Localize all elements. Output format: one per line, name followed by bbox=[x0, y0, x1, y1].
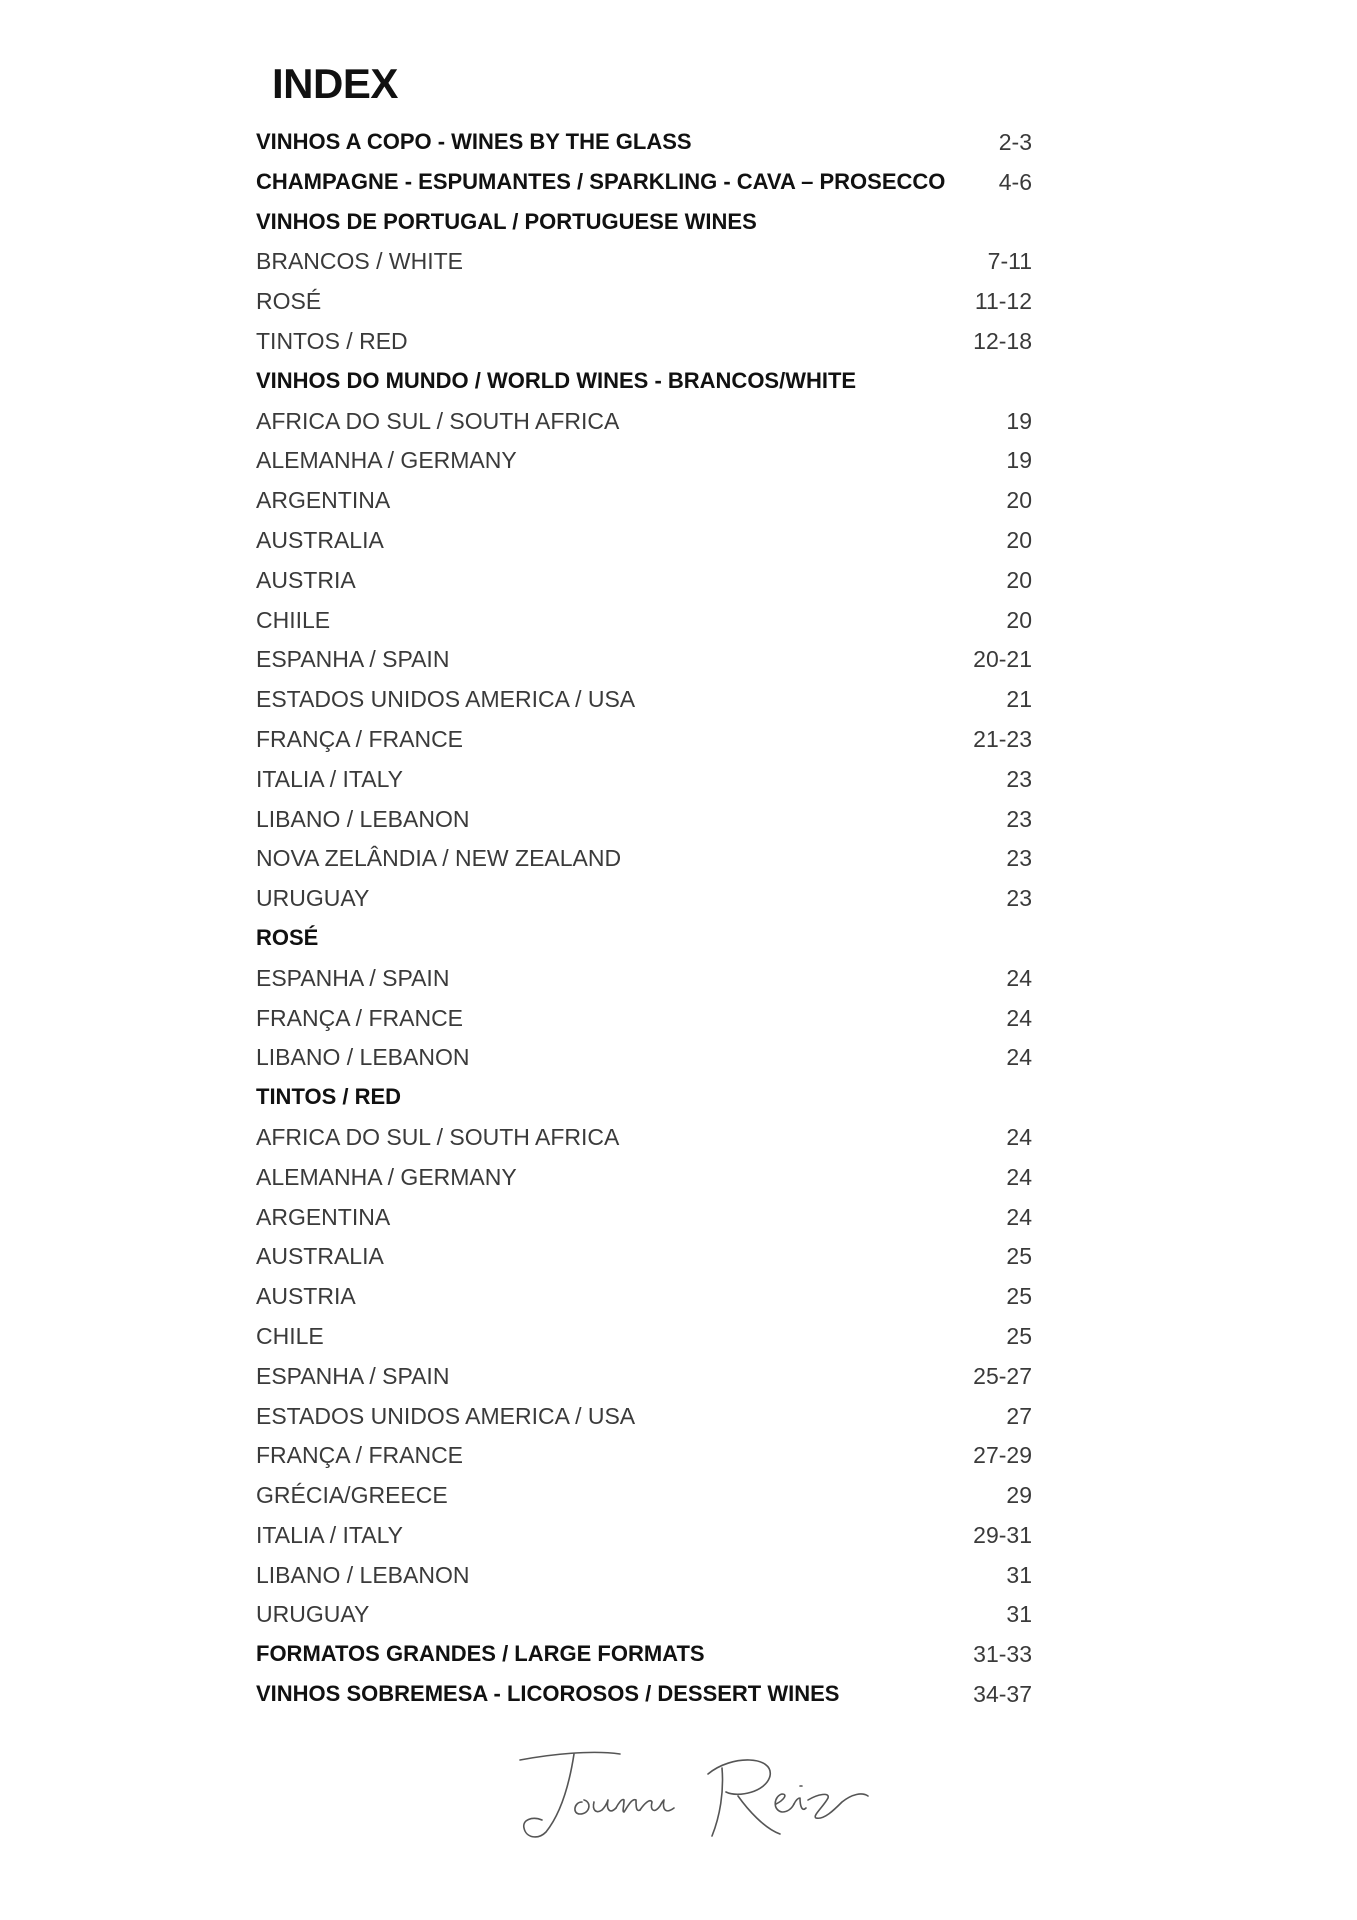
index-entry-label: BRANCOS / WHITE bbox=[256, 248, 464, 275]
index-entry-pages: 20 bbox=[1006, 526, 1032, 553]
index-entry-pages: 31-33 bbox=[973, 1641, 1032, 1668]
index-entry-label: NOVA ZELÂNDIA / NEW ZEALAND bbox=[256, 845, 622, 872]
index-entry-label: CHILE bbox=[256, 1322, 324, 1349]
index-entry bbox=[256, 799, 1032, 839]
index-section-heading bbox=[256, 122, 1032, 162]
index-entry-pages: 12-18 bbox=[973, 327, 1032, 354]
index-entry-label: ARGENTINA bbox=[256, 487, 391, 514]
index-entry-pages: 4-6 bbox=[998, 168, 1032, 195]
index-section-heading bbox=[256, 202, 1032, 242]
index-entry-label: ALEMANHA / GERMANY bbox=[256, 1163, 517, 1190]
index-entry bbox=[256, 1117, 1032, 1157]
index-entry-label: AUSTRALIA bbox=[256, 526, 384, 553]
index-entry bbox=[256, 281, 1032, 321]
index-entry bbox=[256, 241, 1032, 281]
index-entry-pages: 20-21 bbox=[973, 646, 1032, 673]
index-section-heading bbox=[256, 918, 1032, 958]
index-entry bbox=[256, 639, 1032, 679]
index-section-heading bbox=[256, 162, 1032, 202]
index-entry bbox=[256, 1396, 1032, 1436]
index-section-heading bbox=[256, 361, 1032, 401]
index-entry-label: ESPANHA / SPAIN bbox=[256, 1362, 450, 1389]
index-entry-label: LIBANO / LEBANON bbox=[256, 805, 470, 832]
index-entry-pages: 24 bbox=[1006, 1163, 1032, 1190]
index-entry-label: CHIILE bbox=[256, 606, 331, 633]
index-entry-pages: 20 bbox=[1006, 566, 1032, 593]
index-entry-label: ESTADOS UNIDOS AMERICA / USA bbox=[256, 1402, 636, 1429]
index-entry-pages: 25-27 bbox=[973, 1362, 1032, 1389]
index-entry-label: ESPANHA / SPAIN bbox=[256, 964, 450, 991]
index-entry-pages: 20 bbox=[1006, 487, 1032, 514]
index-entry-label: AFRICA DO SUL / SOUTH AFRICA bbox=[256, 1123, 620, 1150]
index-entry bbox=[256, 679, 1032, 719]
index-entry-pages: 29 bbox=[1006, 1482, 1032, 1509]
index-entry bbox=[256, 1435, 1032, 1475]
index-entry bbox=[256, 998, 1032, 1038]
index-entry-label: TINTOS / RED bbox=[256, 327, 408, 354]
index-entry-label: ROSÉ bbox=[256, 924, 319, 950]
index-entry-label: AUSTRIA bbox=[256, 566, 356, 593]
index-entry-pages: 25 bbox=[1006, 1322, 1032, 1349]
index-entry-label: LIBANO / LEBANON bbox=[256, 1044, 470, 1071]
index-entry bbox=[256, 1515, 1032, 1555]
index-entry bbox=[256, 480, 1032, 520]
index-entry bbox=[256, 560, 1032, 600]
index-entry-label: URUGUAY bbox=[256, 885, 370, 912]
index-entry-label: CHAMPAGNE - ESPUMANTES / SPARKLING - CAVA – PROSECCO bbox=[256, 168, 946, 194]
index-entry-pages: 34-37 bbox=[973, 1681, 1032, 1708]
index-entry-pages: 11-12 bbox=[974, 288, 1032, 315]
index-entry-pages: 25 bbox=[1006, 1283, 1032, 1310]
index-entry bbox=[256, 1316, 1032, 1356]
index-entry bbox=[256, 719, 1032, 759]
index-entry-label: URUGUAY bbox=[256, 1601, 370, 1628]
index-entry-label: VINHOS SOBREMESA - LICOROSOS / DESSERT WINES bbox=[256, 1681, 840, 1707]
index-entry-label: AUSTRIA bbox=[256, 1283, 356, 1310]
index-section-heading bbox=[256, 1077, 1032, 1117]
index-entry-label: AFRICA DO SUL / SOUTH AFRICA bbox=[256, 407, 620, 434]
index-entry-pages: 21-23 bbox=[973, 725, 1032, 752]
index-entry-label: ARGENTINA bbox=[256, 1203, 391, 1230]
index-entry-pages: 24 bbox=[1006, 1203, 1032, 1230]
index-entry-pages: 2-3 bbox=[998, 129, 1032, 155]
index-entry-pages: 24 bbox=[1006, 1044, 1032, 1071]
index-entry bbox=[256, 600, 1032, 640]
index-entry-label: ESPANHA / SPAIN bbox=[256, 646, 450, 673]
index-entry bbox=[256, 958, 1032, 998]
page-title: INDEX bbox=[272, 60, 398, 107]
index-entry-pages: 31 bbox=[1006, 1601, 1032, 1628]
index-entry-pages: 24 bbox=[1006, 1004, 1032, 1031]
index-entry-label: FRANÇA / FRANCE bbox=[256, 725, 464, 752]
index-entry bbox=[256, 1197, 1032, 1237]
index-entry-pages: 24 bbox=[1006, 1123, 1032, 1150]
index-entry-label: FRANÇA / FRANCE bbox=[256, 1442, 464, 1469]
index-entry bbox=[256, 401, 1032, 441]
index-entry-pages: 23 bbox=[1006, 845, 1032, 872]
index-entry bbox=[256, 321, 1032, 361]
index-entry bbox=[256, 759, 1032, 799]
index-entry-label: GRÉCIA/GREECE bbox=[256, 1482, 448, 1509]
index-entry-label: VINHOS A COPO - WINES BY THE GLASS bbox=[256, 129, 692, 154]
index-entry-label: ITALIA / ITALY bbox=[256, 765, 403, 792]
index-entry-pages: 25 bbox=[1006, 1243, 1032, 1270]
index-entry-label: VINHOS DE PORTUGAL / PORTUGUESE WINES bbox=[256, 208, 757, 234]
index-entry-pages: 23 bbox=[1006, 885, 1032, 912]
index-entry-pages: 29-31 bbox=[973, 1521, 1032, 1548]
index-entry bbox=[256, 1594, 1032, 1634]
index-entry bbox=[256, 1475, 1032, 1515]
index-entry bbox=[256, 520, 1032, 560]
index-entry-label: ALEMANHA / GERMANY bbox=[256, 447, 517, 474]
index-entry bbox=[256, 838, 1032, 878]
index-entry bbox=[256, 1037, 1032, 1077]
index-entry bbox=[256, 1276, 1032, 1316]
index-entry bbox=[256, 440, 1032, 480]
index-list bbox=[256, 122, 1032, 1714]
index-entry-pages: 27-29 bbox=[973, 1442, 1032, 1469]
index-entry-pages: 7-11 bbox=[987, 248, 1032, 275]
index-section-heading bbox=[256, 1634, 1032, 1674]
index-entry-label: VINHOS DO MUNDO / WORLD WINES - BRANCOS/WHITE bbox=[256, 367, 857, 393]
index-entry-label: ITALIA / ITALY bbox=[256, 1521, 403, 1548]
index-entry-label: ESTADOS UNIDOS AMERICA / USA bbox=[256, 686, 636, 713]
index-entry-pages: 23 bbox=[1006, 805, 1032, 832]
index-entry bbox=[256, 1236, 1032, 1276]
index-entry bbox=[256, 878, 1032, 918]
index-entry-pages: 31 bbox=[1006, 1561, 1032, 1588]
index-entry-label: TINTOS / RED bbox=[256, 1084, 402, 1110]
index-entry-label: FRANÇA / FRANCE bbox=[256, 1004, 464, 1031]
index-entry-pages: 19 bbox=[1006, 447, 1032, 474]
index-entry-pages: 23 bbox=[1006, 765, 1032, 792]
signature-image bbox=[512, 1740, 892, 1850]
index-entry-pages: 20 bbox=[1006, 606, 1032, 633]
index-entry-pages: 24 bbox=[1006, 964, 1032, 991]
index-entry-label: AUSTRALIA bbox=[256, 1243, 384, 1270]
index-entry-label: LIBANO / LEBANON bbox=[256, 1561, 470, 1588]
index-entry bbox=[256, 1356, 1032, 1396]
index-entry-label: FORMATOS GRANDES / LARGE FORMATS bbox=[256, 1641, 705, 1667]
index-entry bbox=[256, 1555, 1032, 1595]
index-entry-pages: 27 bbox=[1006, 1402, 1032, 1429]
index-entry-pages: 19 bbox=[1006, 407, 1032, 434]
index-entry-label: ROSÉ bbox=[256, 288, 322, 315]
index-section-heading bbox=[256, 1674, 1032, 1714]
index-entry bbox=[256, 1157, 1032, 1197]
index-entry-pages: 21 bbox=[1006, 686, 1032, 713]
